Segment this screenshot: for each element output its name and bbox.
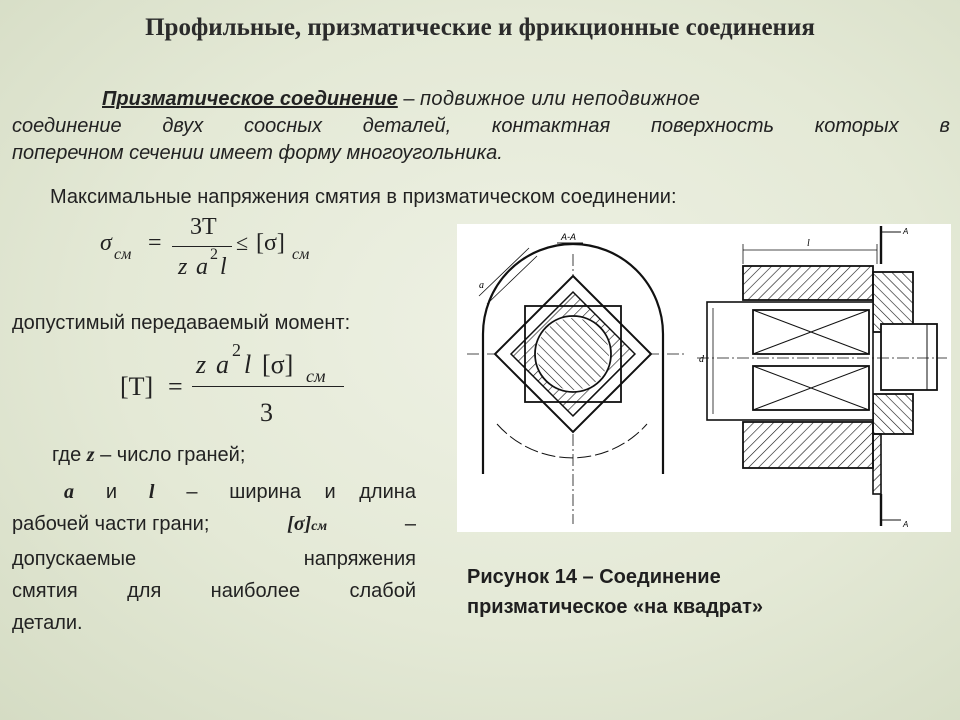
where-sigma-symbol: [σ] (287, 513, 312, 535)
where-line1-rest: ширина и длина (229, 481, 416, 503)
where-line-1 (12, 476, 416, 508)
definition (12, 86, 950, 167)
formula-torque (120, 338, 360, 434)
where-sigma-sub: см (311, 519, 328, 534)
formula1-den-a: a (196, 254, 208, 280)
definition-line-1 (12, 86, 950, 113)
formula2-equals: = (168, 372, 183, 401)
dimension-a-label: a (479, 280, 484, 291)
where-line3-b: напряжения (303, 548, 416, 570)
formula1-den-l: l (220, 254, 227, 280)
formula1-rhs: [σ] (256, 230, 285, 256)
formula2-lhs: [T] (120, 372, 154, 401)
definition-text-1: подвижное или неподвижное (420, 88, 701, 110)
formula1-numerator: 3T (190, 214, 217, 240)
where-prefix: где (52, 444, 87, 466)
formula1-fraction-bar (172, 246, 232, 247)
where-line-3 (12, 543, 416, 575)
where-line-2 (12, 508, 416, 543)
formula1-sigma: σ (100, 230, 112, 256)
section-view (467, 232, 687, 524)
where-line3-a: допускаемые (12, 548, 137, 570)
formula2-num-exp: 2 (232, 340, 241, 360)
formula1-den-exp: 2 (210, 246, 218, 263)
formula1-den-z: z (178, 254, 188, 280)
where-line-5: детали. (12, 612, 83, 634)
formula1-sigma-sub: см (114, 246, 132, 263)
figure-prismatic-joint (457, 224, 951, 532)
caption-line-2: призматическое «на квадрат» (467, 596, 764, 618)
where-line2-dash: – (404, 513, 416, 535)
where-z-desc: – число граней; (94, 444, 246, 466)
where-al-block (12, 476, 416, 639)
page-title: Профильные, призматические и фрикционные соединения (145, 14, 815, 41)
arrow-bottom-label: А (903, 520, 909, 529)
figure-caption (467, 562, 937, 622)
where-l-symbol: l (148, 481, 155, 503)
dimension-l-label: l (807, 238, 810, 249)
formula1-leq: ≤ (236, 230, 249, 255)
technical-drawing (457, 224, 951, 532)
where-a-symbol: a (64, 481, 74, 503)
where-line-4: смятия для наиболее слабой (12, 580, 416, 602)
formula2-fraction-bar (192, 386, 344, 387)
formula-max-stress (100, 214, 340, 294)
formula2-num-z: z (196, 350, 207, 379)
where-z (52, 442, 245, 469)
where-line2-text: рабочей части грани; (12, 513, 210, 535)
caption-line-1: Рисунок 14 – Соединение (467, 566, 721, 588)
where-and: и (105, 481, 118, 503)
where-dash: – (186, 481, 198, 503)
arrow-top-label: А (903, 227, 909, 236)
formula2-num-sigma: [σ] (262, 350, 294, 379)
formula2-num-a: a (216, 350, 229, 379)
longitudinal-view (697, 226, 947, 529)
formula2-denominator: 3 (260, 398, 273, 427)
max-stress-text: Максимальные напряжения смятия в призматическом соединении: (50, 186, 677, 208)
formula2-num-l: l (244, 350, 252, 379)
where-z-symbol: z (86, 444, 95, 466)
definition-term: Призматическое соединение (102, 88, 398, 110)
definition-text-2: соединение двух соосных деталей, контактная поверхность которых в (12, 115, 950, 137)
formula2-num-sub: см (306, 366, 326, 386)
formula1-equals: = (148, 230, 162, 256)
definition-text-3: поперечном сечении имеет форму многоугольника. (12, 142, 503, 164)
section-label: А-А (561, 232, 577, 242)
definition-dash: – (397, 88, 421, 110)
dimension-d-label: d (699, 354, 704, 365)
moment-text: допустимый передаваемый момент: (12, 312, 351, 334)
formula1-rhs-sub: см (292, 246, 310, 263)
